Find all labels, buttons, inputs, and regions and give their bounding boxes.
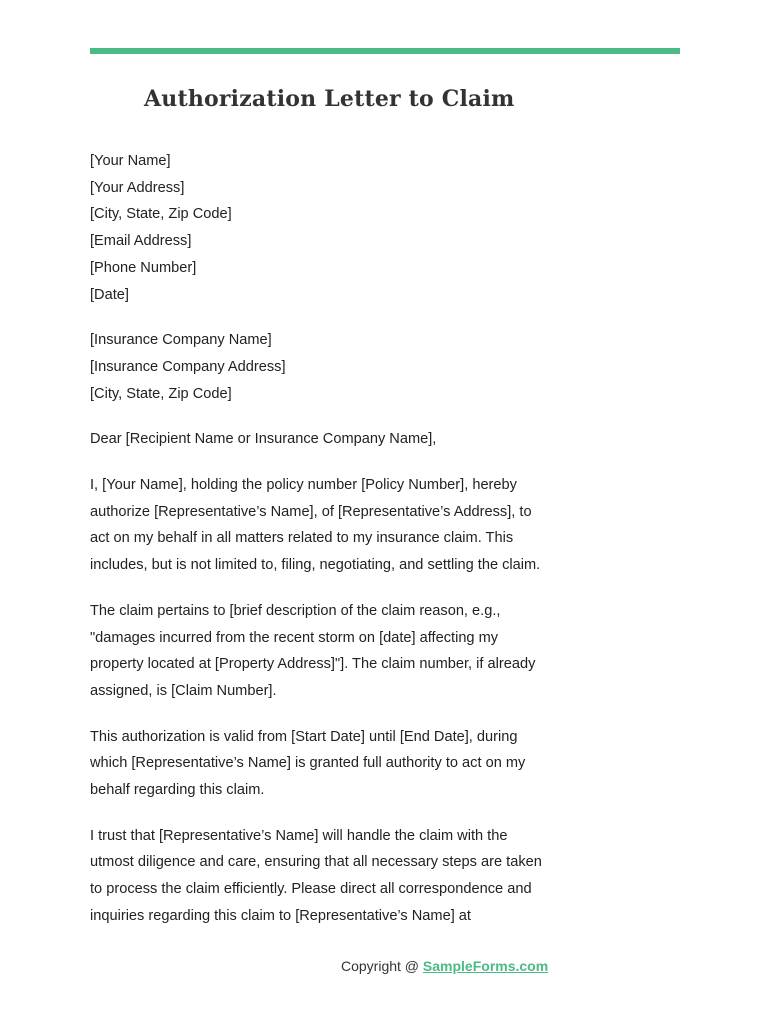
sender-block [90,148,570,308]
paragraph-trust [90,823,570,930]
top-accent-bar [90,48,680,54]
paragraph-line: "damages incurred from the recent storm on [date] affecting my [90,629,499,646]
paragraph-line: which [Representative’s Name] is granted full authority to act on my [90,755,526,772]
paragraph-claim-details [90,598,570,705]
paragraph-line: assigned, is [Claim Number]. [90,682,277,699]
paragraph-line: I, [Your Name], holding the policy number [Policy Number], hereby [90,477,517,494]
copyright-footer [341,958,548,974]
paragraph-line: act on my behalf in all matters related to my insurance claim. This [90,530,514,547]
recipient-line: [City, State, Zip Code] [90,385,232,402]
paragraph-line: I trust that [Representative’s Name] will handle the claim with the [90,827,508,844]
sender-line: [Phone Number] [90,259,197,276]
paragraph-line: inquiries regarding this claim to [Representative’s Name] at [90,907,471,924]
paragraph-authorization [90,472,570,579]
sampleforms-link[interactable]: SampleForms.com [422,958,549,974]
paragraph-line: authorize [Representative’s Name], of [Representative’s Address], to [90,503,532,520]
salutation [90,426,570,453]
sender-line: [Date] [90,286,129,303]
sender-line: [Your Name] [90,153,171,169]
document-title: Authorization Letter to Claim [144,86,515,112]
paragraph-line: behalf regarding this claim. [90,782,265,799]
sender-line: [Email Address] [90,233,192,250]
copyright-prefix: Copyright @ [341,958,423,974]
sender-line: [City, State, Zip Code] [90,206,232,223]
paragraph-line: property located at [Property Address]"]. The claim number, if already [90,656,536,673]
paragraph-validity [90,724,570,804]
paragraph-line: to process the claim efficiently. Please direct all correspondence and [90,881,532,898]
recipient-block [90,327,570,407]
paragraph-line: This authorization is valid from [Start Date] until [End Date], during [90,728,518,745]
paragraph-line: includes, but is not limited to, filing, negotiating, and settling the claim. [90,557,541,574]
paragraph-line: The claim pertains to [brief description of the claim reason, e.g., [90,602,501,619]
recipient-line: [Insurance Company Name] [90,332,272,349]
recipient-line: [Insurance Company Address] [90,358,286,375]
sender-line: [Your Address] [90,179,185,196]
paragraph-line: utmost diligence and care, ensuring that all necessary steps are taken [90,854,542,871]
letter-body [90,148,570,949]
salutation-text: Dear [Recipient Name or Insurance Company Name], [90,431,437,448]
